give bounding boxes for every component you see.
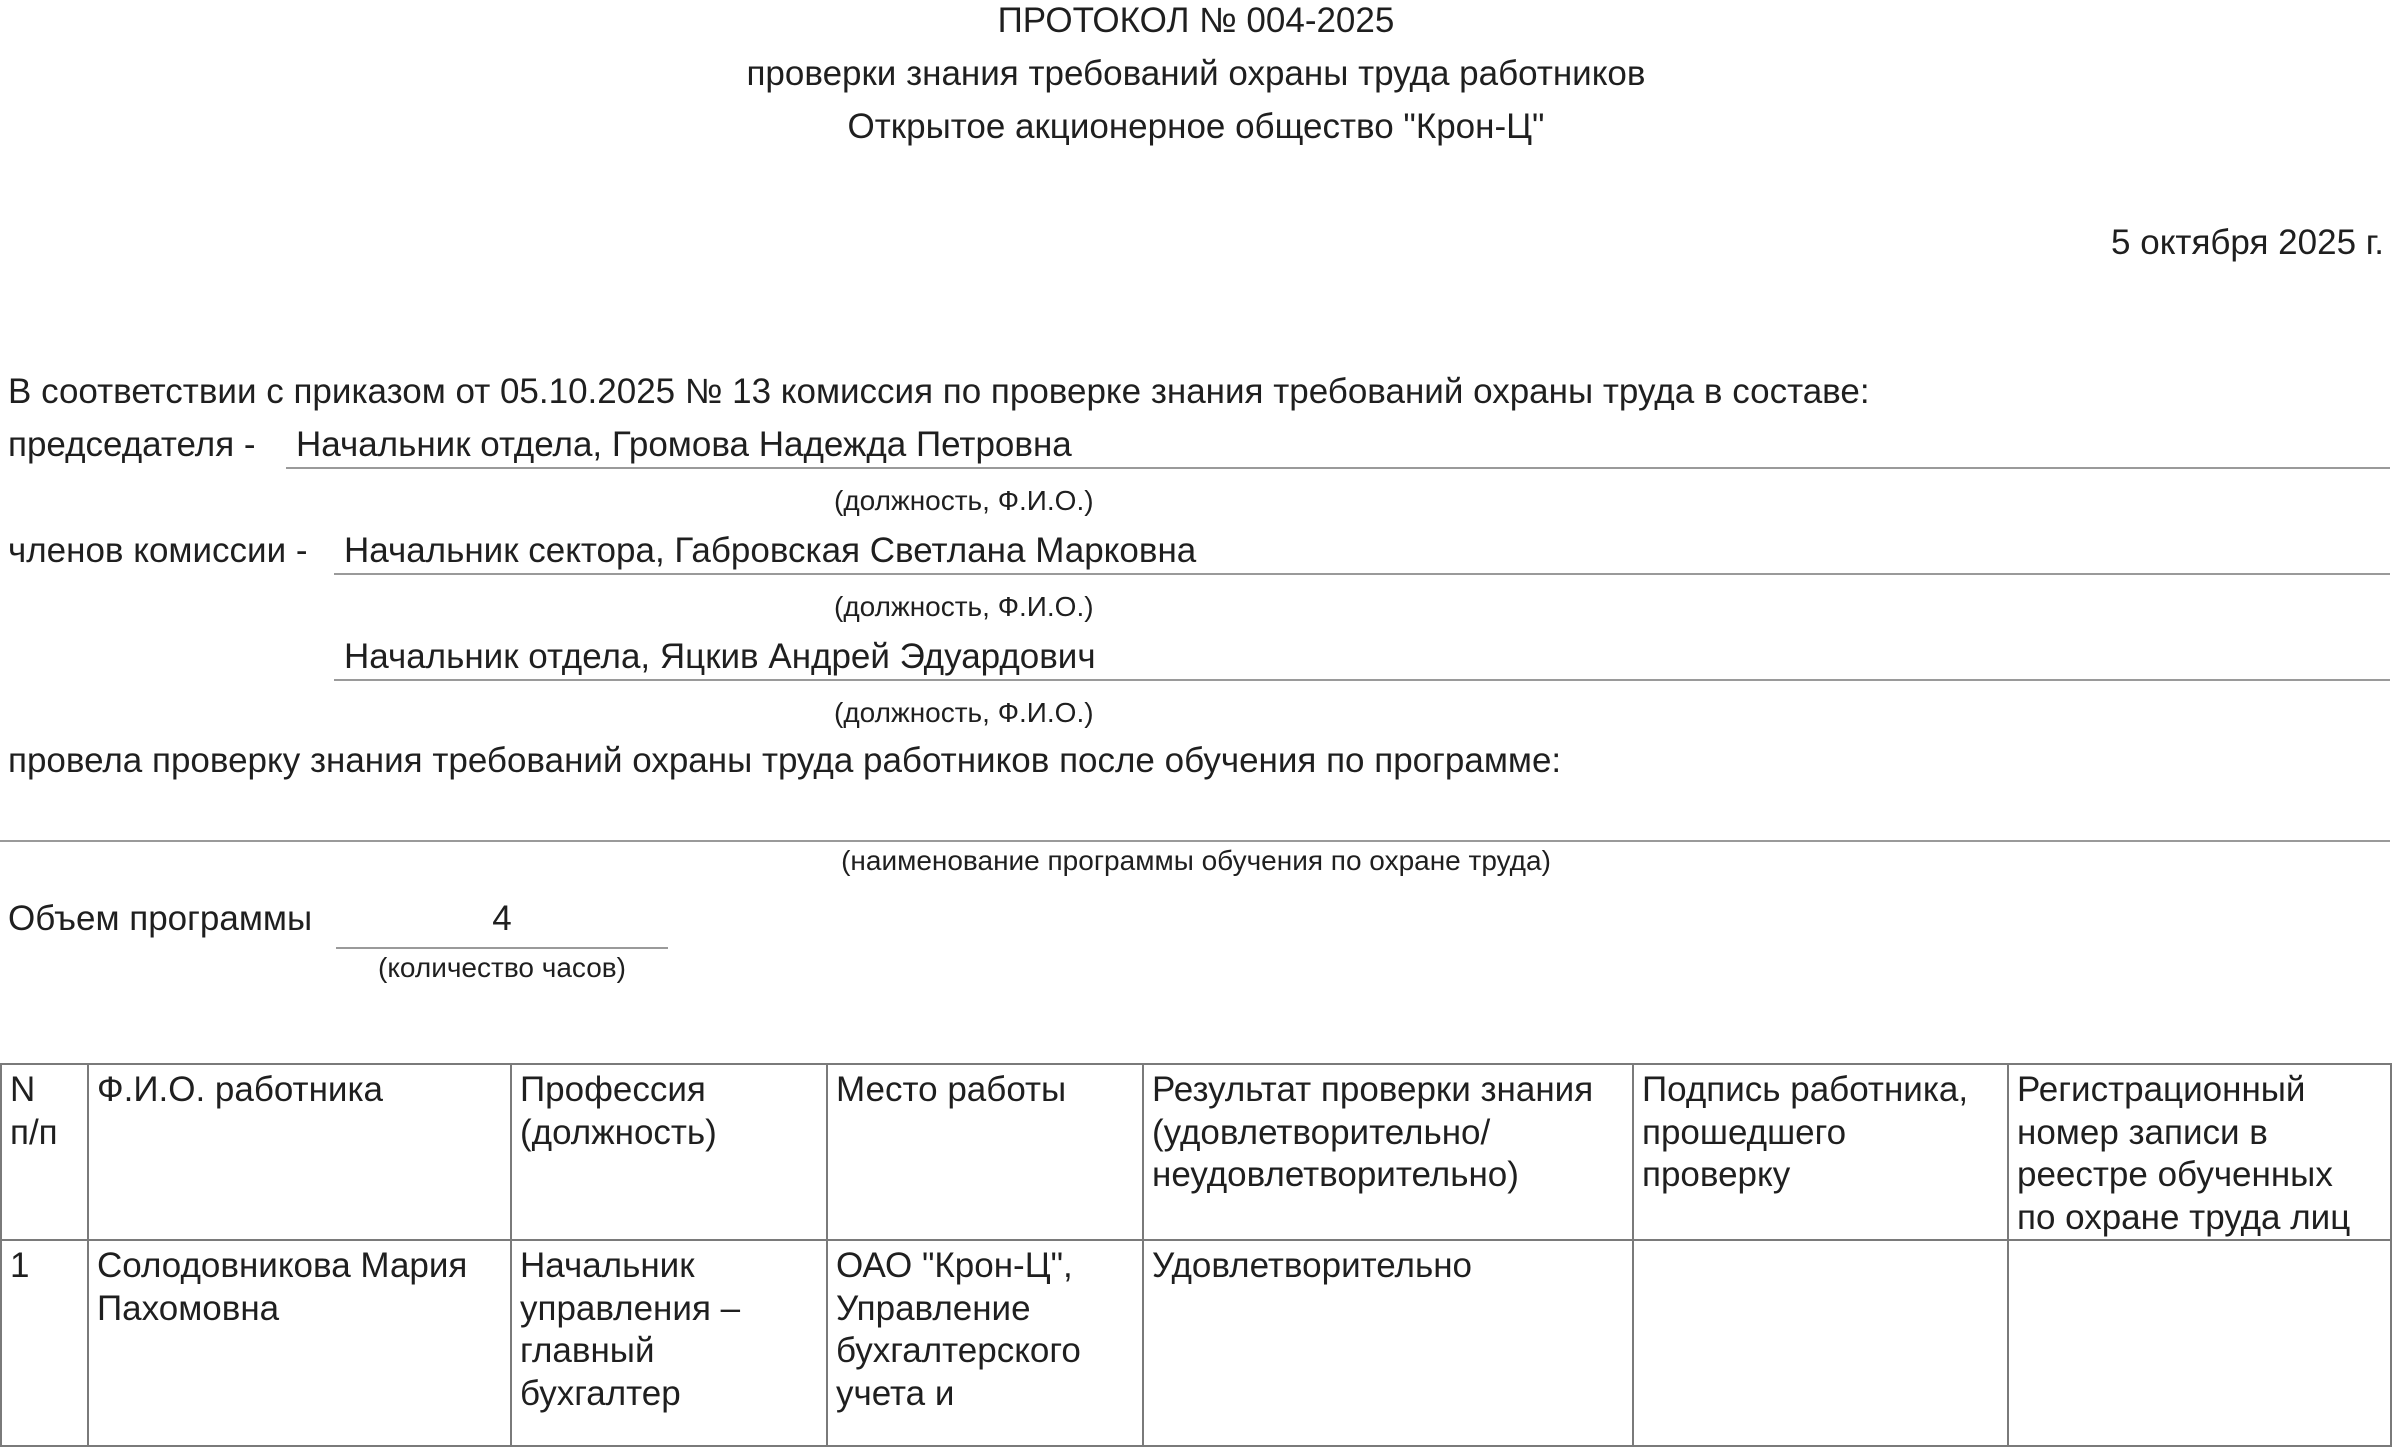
program-caption: (наименование программы обучения по охране труда) <box>841 845 1551 876</box>
column-header-result: Результат проверки знания (удовлетворительно/ неудовлетворительно) <box>1143 1064 1633 1240</box>
cell-workplace: ОАО "Крон-Ц", Управление бухгалтерского учета и <box>827 1240 1143 1446</box>
member-caption-1: (должность, Ф.И.О.) <box>834 591 1094 622</box>
cell-registry-number <box>2008 1240 2391 1446</box>
member-underline-1 <box>334 573 2390 575</box>
column-header-registry-number: Регистрационный номер записи в реестре обученных по охране труда лиц <box>2008 1064 2391 1240</box>
intro-text: В соответствии с приказом от 05.10.2025 № 13 комиссия по проверке знания требований охраны труда в составе: <box>8 372 1870 411</box>
volume-label: Объем программы <box>8 899 313 938</box>
workers-table <box>0 1063 2392 1447</box>
volume-caption: (количество часов) <box>378 952 626 983</box>
member-field-1: Начальник сектора, Габровская Светлана Марковна <box>344 531 1197 570</box>
members-label: членов комиссии - <box>8 531 308 570</box>
cell-result: Удовлетворительно <box>1143 1240 1633 1446</box>
member-field-2: Начальник отдела, Яцкив Андрей Эдуардович <box>344 637 1096 676</box>
member-caption-2: (должность, Ф.И.О.) <box>834 697 1094 728</box>
chair-underline <box>286 467 2390 469</box>
column-header-name: Ф.И.О. работника <box>88 1064 511 1240</box>
volume-underline <box>336 947 668 949</box>
chair-field: Начальник отдела, Громова Надежда Петровна <box>296 425 1072 464</box>
conducted-text: провела проверку знания требований охраны труда работников после обучения по программе: <box>8 741 1562 780</box>
document-title: ПРОТОКОЛ № 004-2025 <box>997 1 1395 40</box>
table-row <box>1 1240 2391 1446</box>
member-underline-2 <box>334 679 2390 681</box>
chair-label: председателя - <box>8 425 256 464</box>
chair-caption: (должность, Ф.И.О.) <box>834 485 1094 516</box>
cell-profession: Начальник управления – главный бухгалтер <box>511 1240 827 1446</box>
column-header-signature: Подпись работника, прошедшего проверку <box>1633 1064 2008 1240</box>
column-header-profession: Профессия (должность) <box>511 1064 827 1240</box>
column-header-workplace: Место работы <box>827 1064 1143 1240</box>
document-subtitle: проверки знания требований охраны труда работников <box>746 54 1646 93</box>
cell-number: 1 <box>1 1240 88 1446</box>
table-header-row <box>1 1064 2391 1240</box>
cell-signature <box>1633 1240 2008 1446</box>
document-date: 5 октября 2025 г. <box>2111 223 2384 262</box>
column-header-number: N п/п <box>1 1064 88 1240</box>
volume-value: 4 <box>492 899 512 938</box>
organization-name: Открытое акционерное общество "Крон-Ц" <box>847 107 1545 146</box>
cell-name: Солодовникова Мария Пахомовна <box>88 1240 511 1446</box>
program-underline <box>0 840 2390 842</box>
